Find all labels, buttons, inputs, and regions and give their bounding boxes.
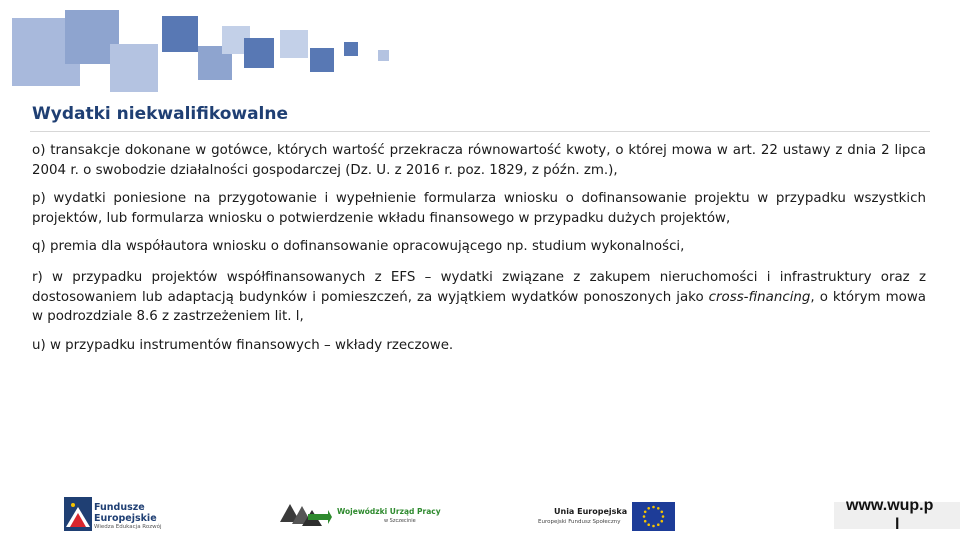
paragraph-text: r) w przypadku projektów współfinansowanych z EFS – wydatki związane z zakupem nieruchomości i infrastruktury oraz z dostosowaniem lub adaptacją budynków i pomieszczeń, za wyjątkiem wydatków ponoszonych jako: [32, 270, 926, 305]
paragraph-o: [32, 141, 926, 180]
wup-logo-icon: [280, 500, 332, 528]
fundusze-europejskie-logo-icon: [64, 497, 92, 531]
paragraph-text-tail: , o którym mowa w podrozdziale 8.6 z zastrzeżeniem lit. l,: [32, 289, 926, 324]
decor-square: [344, 42, 358, 56]
wup-label: Wojewódzki Urząd Pracy: [337, 507, 441, 516]
paragraph-text: u) w przypadku instrumentów finansowych – wkłady rzeczowe.: [32, 338, 454, 353]
decor-square: [310, 48, 334, 72]
website-url[interactable]: www.wup.p: [846, 497, 934, 514]
paragraph-r: [32, 268, 926, 327]
paragraph-italic-term: cross-financing: [708, 289, 811, 305]
title-divider: [30, 131, 930, 132]
decor-square: [244, 38, 274, 68]
wup-sub-label: w Szczecinie: [384, 518, 416, 524]
decor-square: [110, 44, 158, 92]
fundusze-europejskie-label: [94, 502, 157, 524]
decor-square: [162, 16, 198, 52]
fe-line2: Europejskie: [94, 513, 157, 524]
paragraph-q: [32, 237, 926, 257]
decor-square: [378, 50, 389, 61]
paragraph-p: [32, 189, 926, 228]
page-title: Wydatki niekwalifikowalne: [32, 104, 289, 124]
fe-sub-label: Wiedza Edukacja Rozwój: [94, 524, 162, 530]
website-url-tail[interactable]: l: [895, 516, 900, 533]
eu-flag-icon: [632, 502, 675, 531]
paragraph-u: [32, 336, 926, 356]
eu-label: Unia Europejska: [554, 507, 628, 516]
paragraph-text: p) wydatki poniesione na przygotowanie i wypełnienie formularza wniosku o dofinansowanie projektu w przypadku wszystkich projektów, lub formularza wniosku o potwierdzenie wkładu finansowego w przypadku dużych projektów,: [32, 191, 926, 226]
fe-line1: Fundusze: [94, 502, 145, 513]
decor-square: [280, 30, 308, 58]
eu-sub-label: Europejski Fundusz Społeczny: [538, 519, 621, 525]
paragraph-text: o) transakcje dokonane w gotówce, których wartość przekracza równowartość kwoty, o której mowa w art. 22 ustawy z dnia 2 lipca 2004 r. o swobodzie działalności gospodarczej (Dz. U. z 2016 r. poz. 1829, z późn. zm.),: [32, 143, 926, 178]
paragraph-text: q) premia dla współautora wniosku o dofinansowanie opracowującego np. studium wykonalności,: [32, 239, 685, 254]
